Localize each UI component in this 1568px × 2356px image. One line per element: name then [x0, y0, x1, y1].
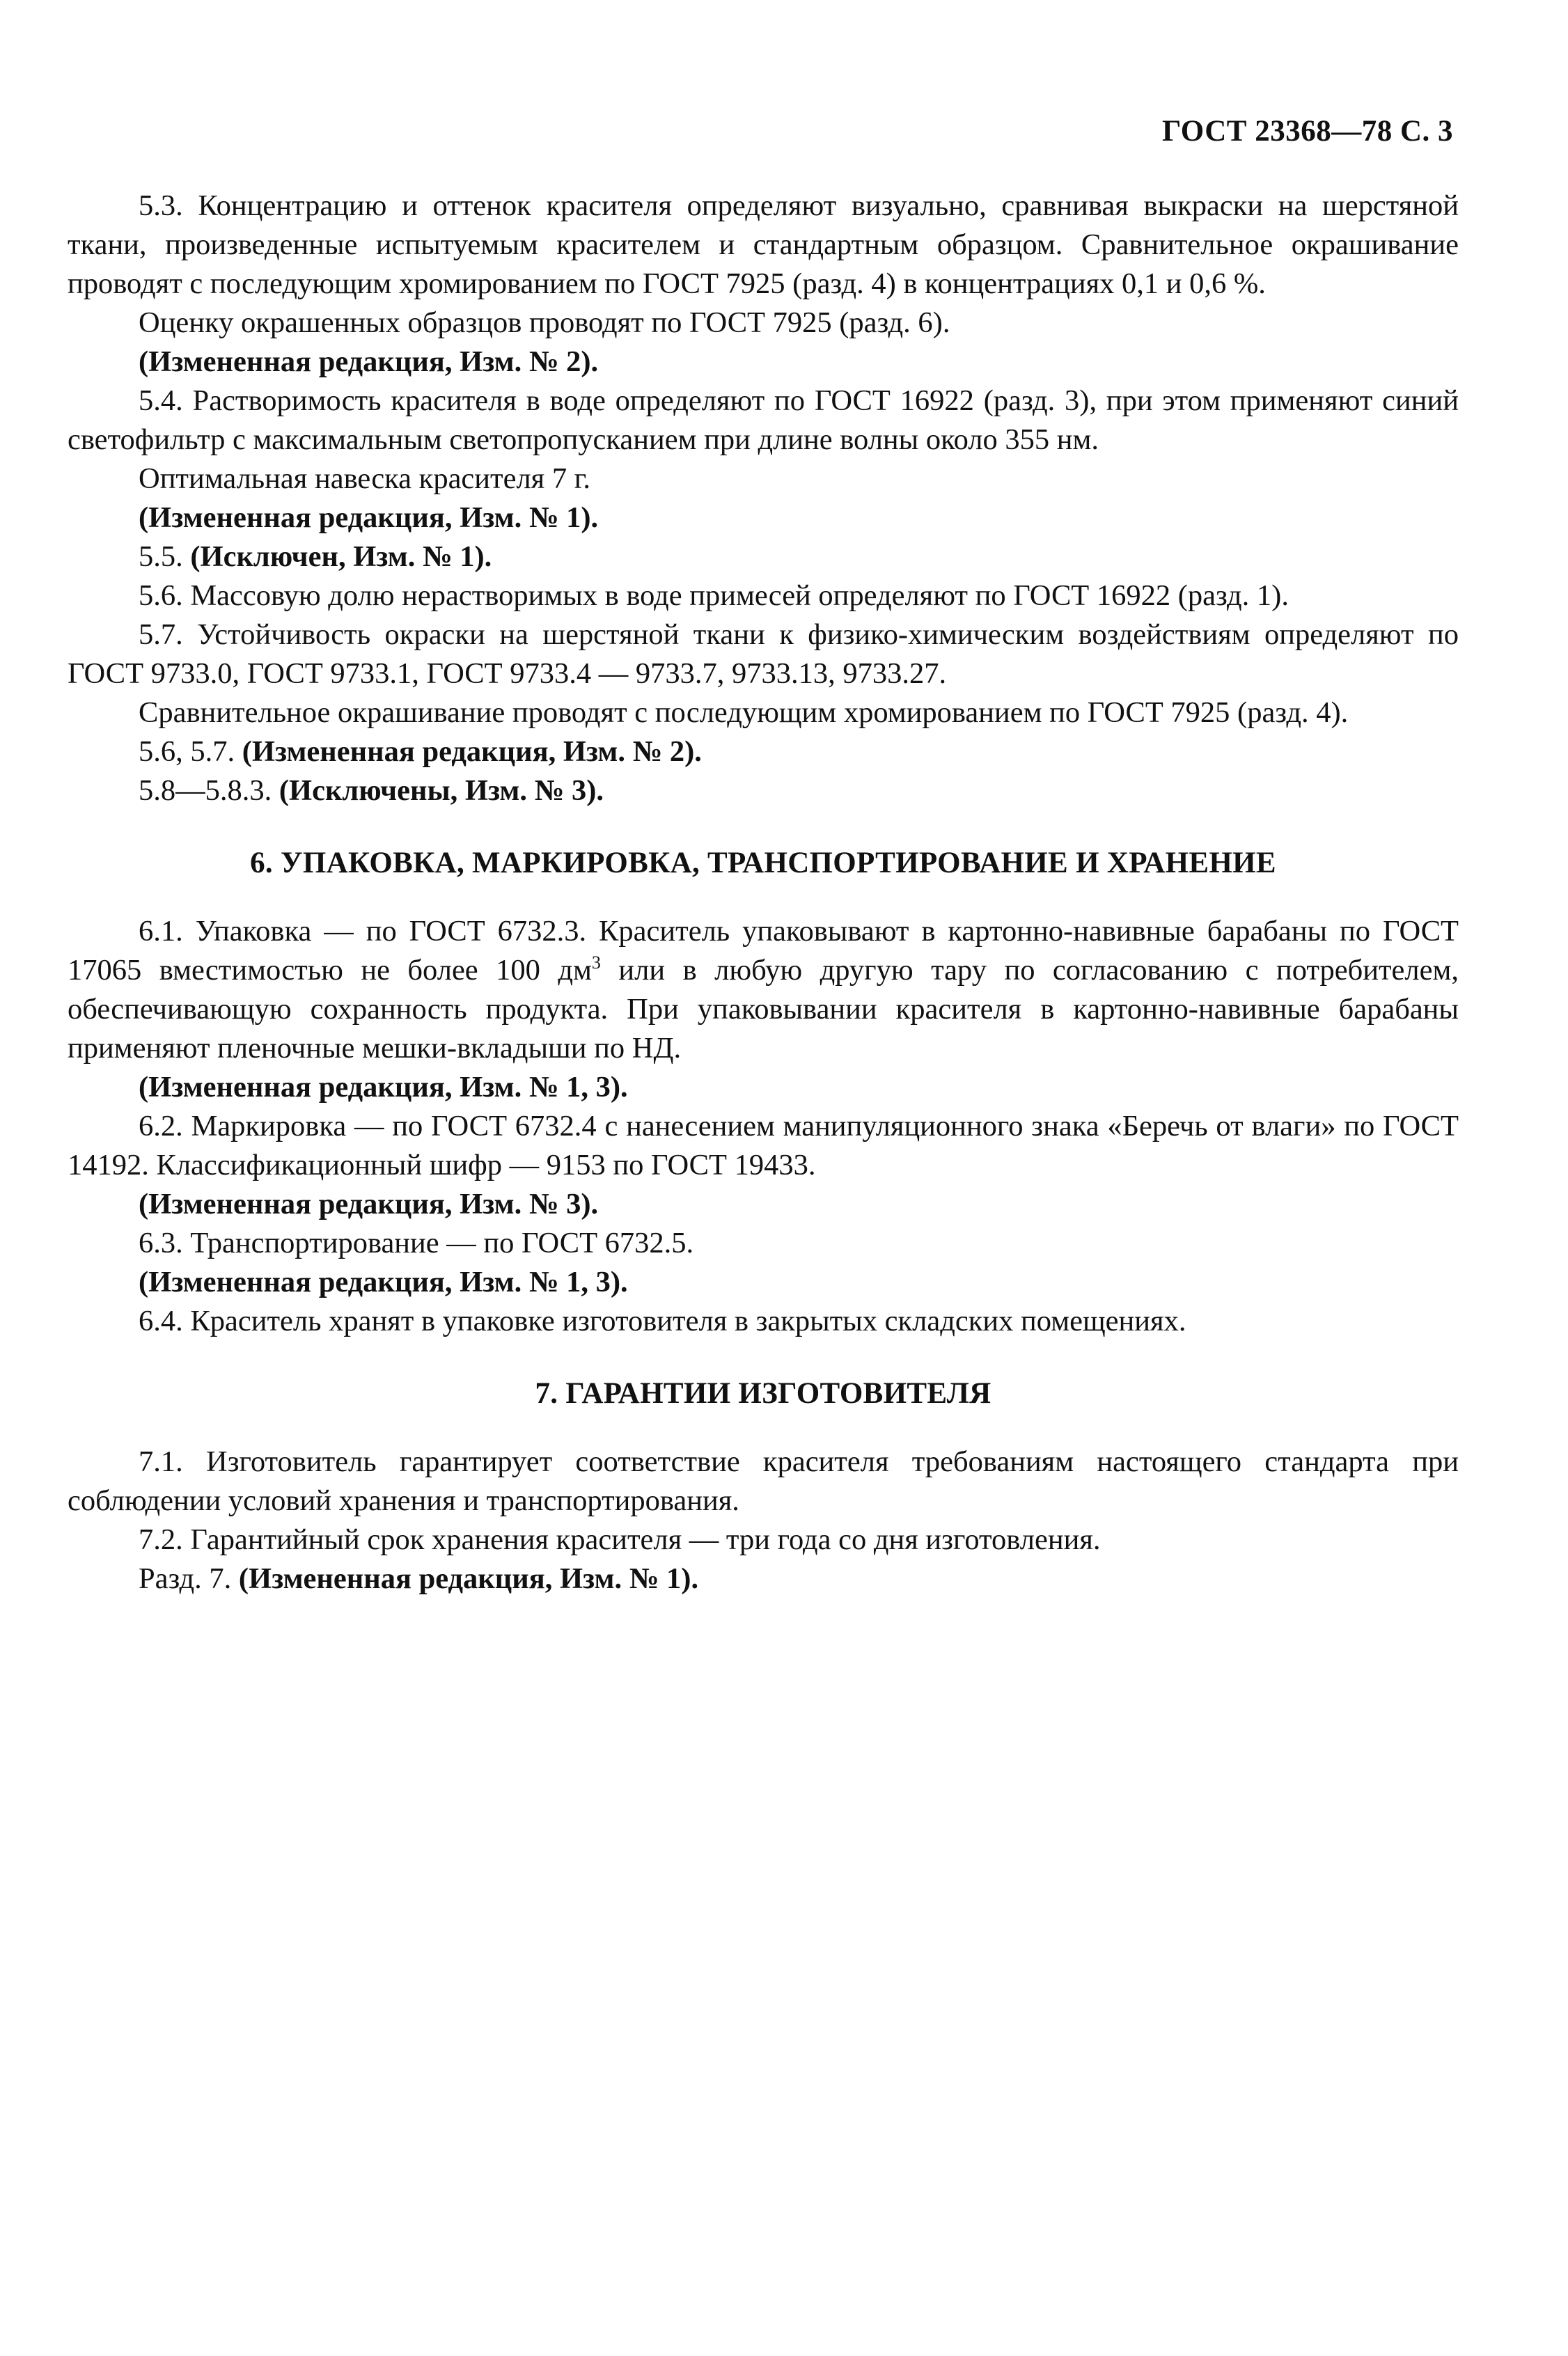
- clause-5-3-evaluation: Оценку окрашенных образцов проводят по ГОСТ 7925 (разд. 6).: [139, 306, 950, 339]
- revision-note: (Исключен, Изм. № 1).: [190, 540, 492, 573]
- clause-5-4-sample: Оптимальная навеска красителя 7 г.: [139, 462, 590, 495]
- clause-6-1-text-cont: или в любую другую тару по согласованию с потребителем, обеспечивающую сохранность продукта. При упаковывании красителя в картонно-навивные барабаны применяют пленочные мешки-вкладыши по НД.: [68, 954, 1459, 1065]
- page-header: ГОСТ 23368—78 С. 3: [1161, 115, 1453, 148]
- clause-5-6: 5.6. Массовую долю нерастворимых в воде примесей определяют по ГОСТ 16922 (разд. 1).: [139, 579, 1289, 612]
- clause-5-8: [68, 771, 1459, 810]
- clause-5-6-5-7-revision: [68, 732, 1459, 771]
- revision-note: (Измененная редакция, Изм. № 2).: [139, 345, 599, 378]
- clause-5-3: 5.3. Концентрацию и оттенок красителя определяют визуально, сравнивая выкраски на шерстяной ткани, произведенные испытуемым красителем и стандартным образцом. Сравнительное окрашивание проводят с последующим хромированием по ГОСТ 7925 (разд. 4) в концентрациях 0,1 и 0,6 %.: [68, 189, 1459, 300]
- revision-note: (Измененная редакция, Изм. № 1).: [238, 1562, 699, 1595]
- clause-6-2: 6.2. Маркировка — по ГОСТ 6732.4 с нанесением манипуляционного знака «Беречь от влаги» по ГОСТ 14192. Классификационный шифр — 9153 по ГОСТ 19433.: [68, 1110, 1459, 1181]
- superscript: 3: [591, 952, 601, 973]
- clause-5-7: 5.7. Устойчивость окраски на шерстяной ткани к физико-химическим воздействиям определяют по ГОСТ 9733.0, ГОСТ 9733.1, ГОСТ 9733.4 — 9733.7, 9733.13, 9733.27.: [68, 618, 1459, 690]
- clause-number: 5.6, 5.7.: [139, 735, 235, 768]
- revision-note: (Измененная редакция, Изм. № 3).: [139, 1188, 599, 1220]
- revision-note: (Измененная редакция, Изм. № 2).: [242, 735, 702, 768]
- clause-7-1: 7.1. Изготовитель гарантирует соответствие красителя требованиям настоящего стандарта при соблюдении условий хранения и транспортирования.: [68, 1445, 1459, 1517]
- clause-5-5: [68, 537, 1459, 576]
- clause-number: 5.8—5.8.3.: [139, 774, 272, 807]
- revision-note: (Исключены, Изм. № 3).: [279, 774, 604, 807]
- clause-5-4: 5.4. Растворимость красителя в воде определяют по ГОСТ 16922 (разд. 3), при этом применяют синий светофильтр с максимальным светопропусканием при длине волны около 355 нм.: [68, 384, 1459, 456]
- clause-7-2: 7.2. Гарантийный срок хранения красителя — три года со дня изготовления.: [139, 1523, 1101, 1556]
- document-body: [68, 187, 1459, 1599]
- clause-6-4: 6.4. Краситель хранят в упаковке изготовителя в закрытых складских помещениях.: [139, 1305, 1186, 1337]
- section-6-title: 6. УПАКОВКА, МАРКИРОВКА, ТРАНСПОРТИРОВАНИЕ И ХРАНЕНИЕ: [250, 847, 1276, 879]
- clause-6-3: 6.3. Транспортирование — по ГОСТ 6732.5.: [139, 1227, 694, 1259]
- clause-number: Разд. 7.: [139, 1562, 232, 1595]
- revision-note: (Измененная редакция, Изм. № 1, 3).: [139, 1266, 628, 1298]
- clause-6-1: [68, 912, 1459, 1068]
- section-7-revision: [68, 1560, 1459, 1599]
- section-7-title: 7. ГАРАНТИИ ИЗГОТОВИТЕЛЯ: [535, 1377, 991, 1410]
- revision-note: (Измененная редакция, Изм. № 1).: [139, 501, 599, 534]
- revision-note: (Измененная редакция, Изм. № 1, 3).: [139, 1071, 628, 1104]
- clause-5-7-dyeing: Сравнительное окрашивание проводят с последующим хромированием по ГОСТ 7925 (разд. 4).: [139, 696, 1349, 729]
- clause-6-1-text: 6.1. Упаковка — по ГОСТ 6732.3. Краситель упаковывают в картонно-навивные барабаны по ГОСТ 17065 вместимостью не более 100 дм: [68, 915, 1459, 987]
- clause-number: 5.5.: [139, 540, 183, 573]
